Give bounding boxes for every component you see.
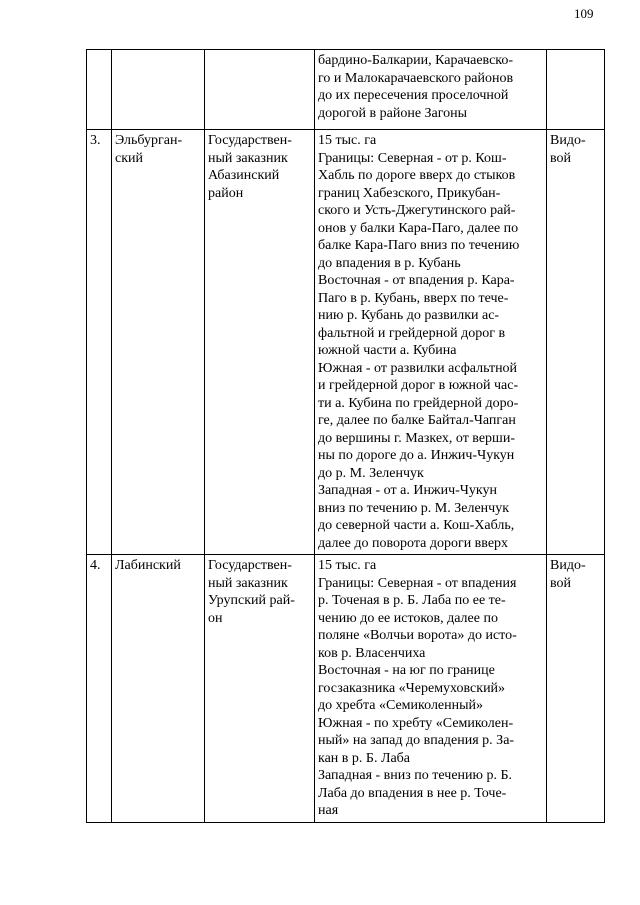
description-line: Восточная - на юг по границе xyxy=(318,663,495,678)
description-cell xyxy=(315,50,547,130)
description-line: балке Кара-Паго вниз по течению xyxy=(318,238,520,253)
page-number: 109 xyxy=(574,6,594,21)
status-line: ный заказник xyxy=(208,150,288,166)
reserves-table xyxy=(86,49,605,823)
description-line: го и Малокарачаевского районов xyxy=(318,70,514,86)
name-cell xyxy=(112,555,205,823)
description-line: до северной части а. Кош-Хабль, xyxy=(318,518,515,533)
description-line: ков р. Власенчиха xyxy=(318,645,426,661)
description-line: кан в р. Б. Лаба xyxy=(318,750,410,766)
area-value: 15 тыс. га xyxy=(318,558,377,573)
description-cell xyxy=(315,555,547,823)
reserve-name-line: Эльбурган- xyxy=(115,133,183,148)
description-line: ная xyxy=(318,803,339,818)
type-line: вой xyxy=(550,150,572,166)
description-line: южной части а. Кубина xyxy=(318,343,457,358)
description-line: до р. М. Зеленчук xyxy=(318,465,424,481)
description-line: Границы: Северная - от впадения xyxy=(318,575,517,591)
description-line: нию р. Кубань до развилки ас- xyxy=(318,308,500,323)
status-cell xyxy=(205,130,315,555)
status-cell xyxy=(205,50,315,130)
table-row xyxy=(87,130,605,555)
description-line: ти а. Кубина по грейдерной доро- xyxy=(318,395,519,411)
status-line: Государствен- xyxy=(208,133,292,148)
row-number-cell xyxy=(87,555,112,823)
description-line: поляне «Волчьи ворота» до исто- xyxy=(318,628,517,643)
description-line: до впадения в р. Кубань xyxy=(318,255,461,271)
status-line: район xyxy=(208,185,244,201)
type-cell xyxy=(547,130,605,555)
description-line: ны по дороге до а. Инжич-Чукун xyxy=(318,448,515,463)
description-line: ный» на запад до впадения р. За- xyxy=(318,733,515,748)
description-line: госзаказника «Черемуховский» xyxy=(318,680,506,696)
description-line: далее до поворота дороги вверх xyxy=(318,535,509,551)
description-line: онов у балки Кара-Паго, далее по xyxy=(318,220,519,236)
description-line: чению до ее истоков, далее по xyxy=(318,610,498,626)
area-value: 15 тыс. га xyxy=(318,133,377,148)
description-line: дорогой в районе Загоны xyxy=(318,105,468,121)
description-line: Южная - по хребту «Семиколен- xyxy=(318,715,514,731)
status-cell xyxy=(205,555,315,823)
description-line: ге, далее по балке Байтал-Чапган xyxy=(318,413,516,428)
row-number-cell xyxy=(87,50,112,130)
row-number: 3. xyxy=(90,133,101,148)
row-number-cell xyxy=(87,130,112,555)
description-line: бардино-Балкарии, Карачаевско- xyxy=(318,53,514,68)
description-cell xyxy=(315,130,547,555)
name-cell xyxy=(112,50,205,130)
reserve-name-line: ский xyxy=(115,150,143,166)
description-line: ского и Усть-Джегутинского рай- xyxy=(318,203,516,218)
description-line: Хабль по дороге вверх до стыков xyxy=(318,168,516,183)
type-line: Видо- xyxy=(550,133,586,148)
status-line: Абазинский xyxy=(208,168,280,183)
description-line: Лаба до впадения в нее р. Точе- xyxy=(318,785,507,801)
type-line: Видо- xyxy=(550,558,586,573)
status-line: ный заказник xyxy=(208,575,288,591)
description-line: и грейдерной дорог в южной час- xyxy=(318,378,519,393)
description-line: Паго в р. Кубань, вверх по тече- xyxy=(318,290,509,306)
description-line: до хребта «Семиколенный» xyxy=(318,698,484,713)
table-row xyxy=(87,555,605,823)
description-line: границ Хабезского, Прикубан- xyxy=(318,185,501,201)
description-line: Западная - вниз по течению р. Б. xyxy=(318,768,513,783)
status-line: Урупский рай- xyxy=(208,593,295,608)
table-row xyxy=(87,50,605,130)
status-line: Государствен- xyxy=(208,558,292,573)
type-cell xyxy=(547,50,605,130)
description-line: р. Точеная в р. Б. Лаба по ее те- xyxy=(318,593,506,608)
status-line: он xyxy=(208,610,223,626)
description-line: вниз по течению р. М. Зеленчук xyxy=(318,500,510,516)
description-line: до вершины г. Мазкех, от верши- xyxy=(318,430,515,446)
name-cell xyxy=(112,130,205,555)
type-line: вой xyxy=(550,575,572,591)
type-cell xyxy=(547,555,605,823)
description-line: Южная - от развилки асфальтной xyxy=(318,360,518,376)
reserve-name-line: Лабинский xyxy=(115,558,181,573)
row-number: 4. xyxy=(90,558,101,573)
description-line: Границы: Северная - от р. Кош- xyxy=(318,150,507,166)
description-line: фальтной и грейдерной дорог в xyxy=(318,325,506,341)
description-line: до их пересечения проселочной xyxy=(318,88,509,103)
description-line: Восточная - от впадения р. Кара- xyxy=(318,273,515,288)
description-line: Западная - от а. Инжич-Чукун xyxy=(318,483,497,498)
